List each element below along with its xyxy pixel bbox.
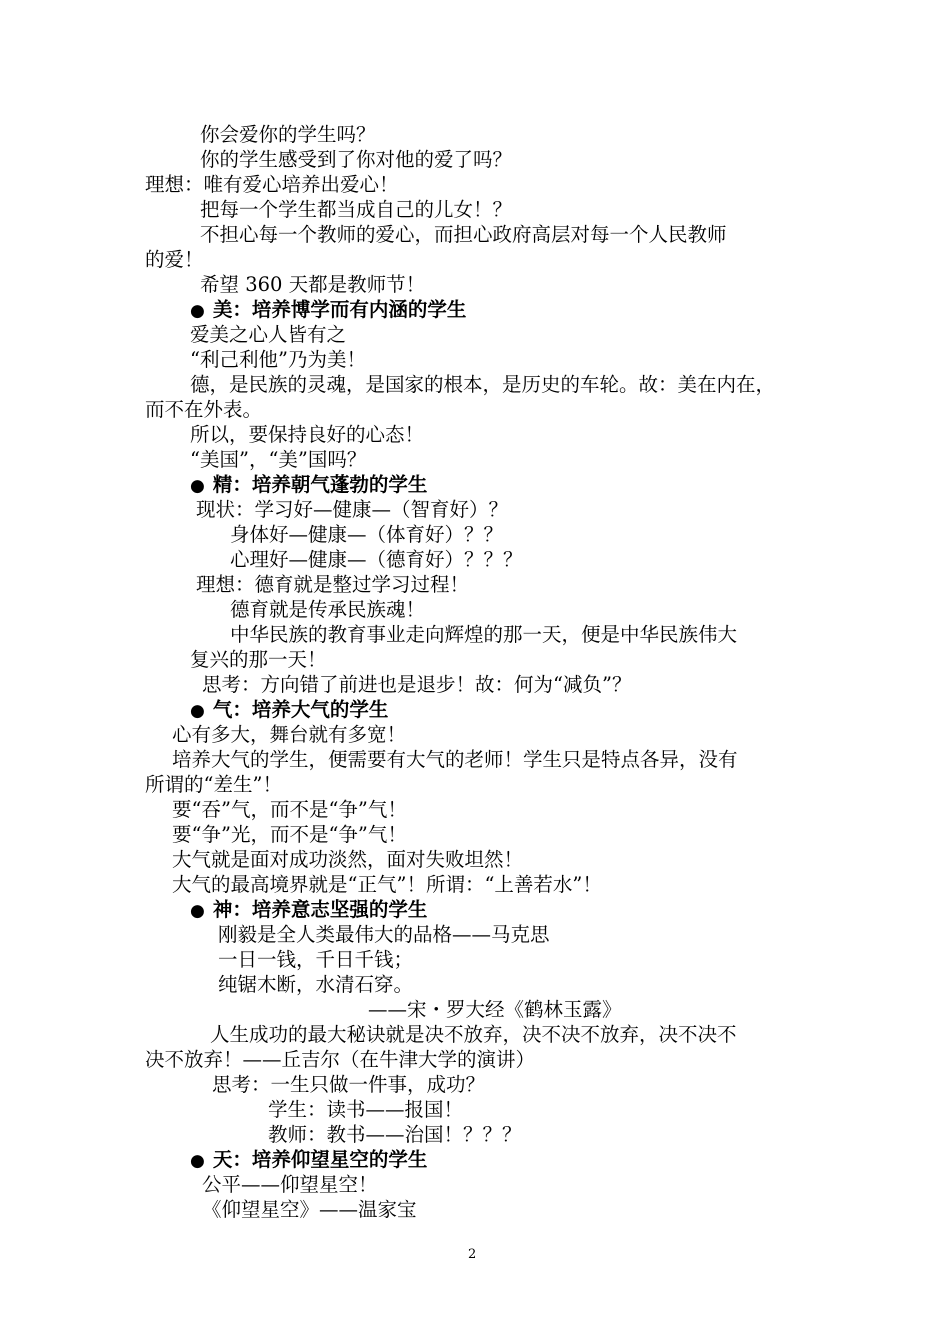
heading-text: 气：培养大气的学生 xyxy=(212,698,389,721)
text-line: 德，是民族的灵魂，是国家的根本，是历史的车轮。故：美在内在， xyxy=(190,373,776,396)
bullet-icon: ● xyxy=(190,476,205,496)
bullet-icon: ● xyxy=(190,1151,205,1171)
section-heading xyxy=(190,473,427,498)
text-line: 公平——仰望星空！ xyxy=(202,1173,378,1196)
text-line: “美国”，“美”国吗？ xyxy=(190,448,367,471)
text-line: 刚毅是全人类最伟大的品格——马克思 xyxy=(218,923,550,946)
text-line: 人生成功的最大秘诀就是决不放弃，决不决不放弃，决不决不 xyxy=(210,1023,737,1046)
text-line: 身体好—健康—（体育好）？？ xyxy=(230,523,504,546)
heading-text: 美：培养博学而有内涵的学生 xyxy=(212,298,467,321)
text-line: 心理好—健康—（德育好）？？？ xyxy=(230,548,523,571)
bullet-icon: ● xyxy=(190,701,205,721)
text-line: 不担心每一个教师的爱心，而担心政府高层对每一个人民教师 xyxy=(200,223,727,246)
text-line: 决不放弃！——丘吉尔（在牛津大学的演讲） xyxy=(145,1048,536,1071)
bullet-icon: ● xyxy=(190,901,205,921)
section-heading xyxy=(190,1148,427,1173)
text-line: 你会爱你的学生吗？ xyxy=(200,123,376,146)
text-line: 要“争”光，而不是“争”气！ xyxy=(172,823,407,846)
text-line: 一日一钱，千日千钱； xyxy=(218,948,414,971)
section-heading xyxy=(190,898,427,923)
text-line: 教师：教书——治国！？？？ xyxy=(268,1123,522,1146)
text-line: 大气的最高境界就是“正气”！所谓：“上善若水”！ xyxy=(172,873,602,896)
text-line: 大气就是面对成功淡然，面对失败坦然！ xyxy=(172,848,524,871)
text-line: 希望 360 天都是教师节！ xyxy=(200,273,426,296)
text-line: 德育就是传承民族魂！ xyxy=(230,598,426,621)
text-line: 你的学生感受到了你对他的爱了吗？ xyxy=(200,148,513,171)
text-line: 把每一个学生都当成自己的儿女！？ xyxy=(200,198,513,221)
heading-text: 天：培养仰望星空的学生 xyxy=(212,1148,428,1171)
text-line: “利己利他”乃为美！ xyxy=(190,348,366,371)
text-line: 学生：读书——报国！ xyxy=(268,1098,464,1121)
text-line: 所以，要保持良好的心态！ xyxy=(190,423,425,446)
bullet-icon: ● xyxy=(190,301,205,321)
page-number: 2 xyxy=(468,1247,477,1262)
text-line: 思考：一生只做一件事，成功？ xyxy=(212,1073,486,1096)
text-line: 所谓的“差生”！ xyxy=(145,773,282,796)
text-line: 思考：方向错了前进也是退步！故：何为“减负”？ xyxy=(202,673,632,696)
section-heading xyxy=(190,298,466,323)
text-line: 爱美之心人皆有之 xyxy=(190,323,347,346)
text-line: 的爱！ xyxy=(145,248,204,271)
citation-line: ——宋・罗大经《鹤林玉露》 xyxy=(368,998,622,1021)
text-line: 理想：德育就是整过学习过程！ xyxy=(196,573,470,596)
text-line: 理想：唯有爱心培养出爱心！ xyxy=(145,173,399,196)
heading-text: 神：培养意志坚强的学生 xyxy=(212,898,428,921)
text-line: 纯锯木断，水清石穿。 xyxy=(218,973,414,996)
text-line: 复兴的那一天！ xyxy=(190,648,327,671)
heading-text: 精：培养朝气蓬勃的学生 xyxy=(212,473,428,496)
section-heading xyxy=(190,698,388,723)
text-line: 现状：学习好—健康—（智育好）？ xyxy=(196,498,509,521)
text-line: 中华民族的教育事业走向辉煌的那一天，便是中华民族伟大 xyxy=(230,623,738,646)
text-line: 心有多大，舞台就有多宽！ xyxy=(172,723,407,746)
text-line: 《仰望星空》——温家宝 xyxy=(202,1198,417,1221)
text-line: 培养大气的学生，便需要有大气的老师！学生只是特点各异，没有 xyxy=(172,748,738,771)
text-line: 而不在外表。 xyxy=(145,398,263,421)
text-line: 要“吞”气，而不是“争”气！ xyxy=(172,798,407,821)
